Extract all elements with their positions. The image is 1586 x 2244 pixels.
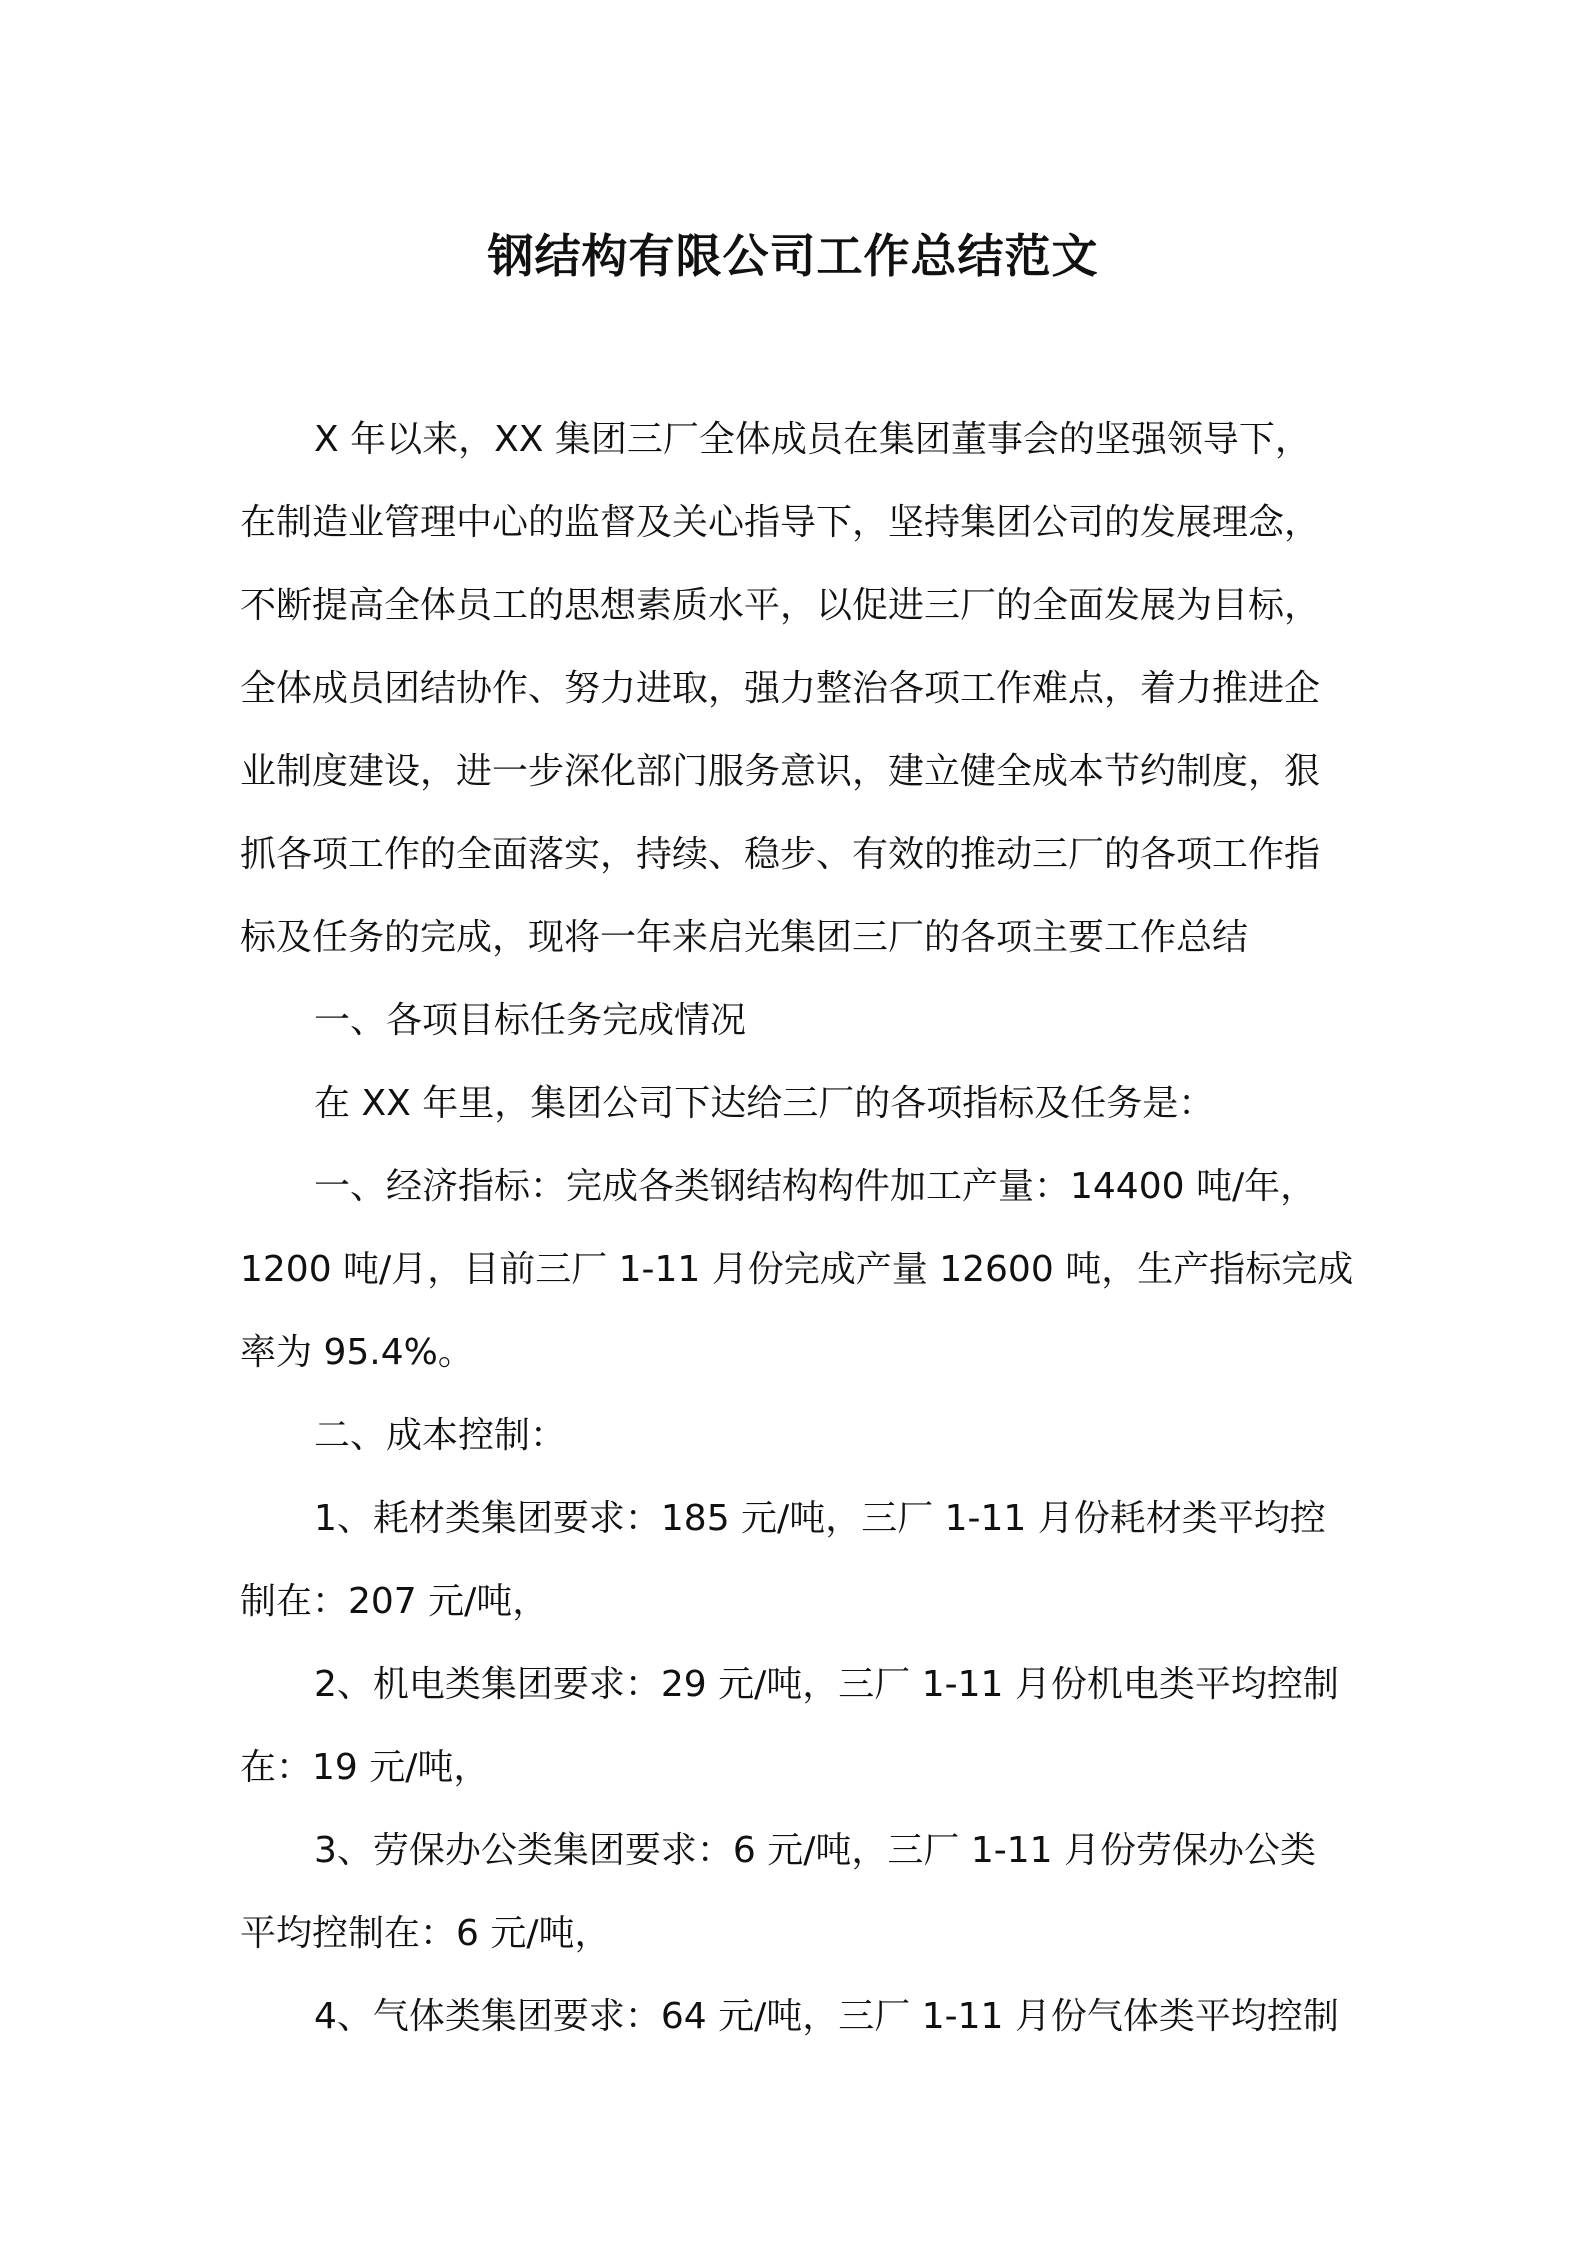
text-line: 二、成本控制： — [314, 1415, 567, 1456]
economic-indicator-paragraph — [240, 1145, 1360, 1394]
text-line: 4、气体类集团要求：64 元/吨，三厂 1-11 月份气体类平均控制 — [314, 1996, 1339, 2037]
text-line: 一、各项目标任务完成情况 — [314, 1000, 747, 1041]
text-line: 平均控制在：6 元/吨， — [240, 1913, 611, 1954]
text-line: 标及任务的完成，现将一年来启光集团三厂的各项主要工作总结 — [240, 917, 1249, 958]
section-heading — [240, 979, 1360, 1062]
document-title: 钢结构有限公司工作总结范文 — [487, 229, 1099, 283]
text-line: X 年以来，XX 集团三厂全体成员在集团董事会的坚强领导下， — [314, 419, 1311, 460]
text-line: 不断提高全体员工的思想素质水平，以促进三厂的全面发展为目标， — [240, 585, 1321, 626]
text-line: 在制造业管理中心的监督及关心指导下，坚持集团公司的发展理念， — [240, 502, 1321, 543]
cost-item-electromechanical — [240, 1643, 1360, 1809]
text-line: 业制度建设，进一步深化部门服务意识，建立健全成本节约制度，狠 — [240, 751, 1321, 792]
text-line: 率为 95.4%。 — [240, 1332, 474, 1373]
task-intro-paragraph — [240, 1062, 1360, 1145]
text-line: 在 XX 年里，集团公司下达给三厂的各项指标及任务是： — [314, 1083, 1215, 1124]
text-line: 抓各项工作的全面落实，持续、稳步、有效的推动三厂的各项工作指 — [240, 834, 1321, 875]
text-line: 全体成员团结协作、努力进取，强力整治各项工作难点，着力推进企 — [240, 668, 1321, 709]
text-line: 1、耗材类集团要求：185 元/吨，三厂 1-11 月份耗材类平均控 — [314, 1498, 1326, 1539]
intro-paragraph — [240, 398, 1360, 979]
cost-control-heading — [240, 1394, 1360, 1477]
cost-item-gas — [240, 1975, 1360, 2058]
text-line: 3、劳保办公类集团要求：6 元/吨，三厂 1-11 月份劳保办公类 — [314, 1830, 1316, 1871]
cost-item-labor-office — [240, 1809, 1360, 1975]
text-line: 制在：207 元/吨， — [240, 1581, 549, 1622]
cost-item-consumables — [240, 1477, 1360, 1643]
text-line: 1200 吨/月，目前三厂 1-11 月份完成产量 12600 吨，生产指标完成 — [240, 1249, 1354, 1290]
text-line: 一、经济指标：完成各类钢结构构件加工产量：14400 吨/年， — [314, 1166, 1317, 1207]
text-line: 2、机电类集团要求：29 元/吨，三厂 1-11 月份机电类平均控制 — [314, 1664, 1339, 1705]
document-body — [240, 398, 1360, 2058]
text-line: 在：19 元/吨， — [240, 1747, 490, 1788]
